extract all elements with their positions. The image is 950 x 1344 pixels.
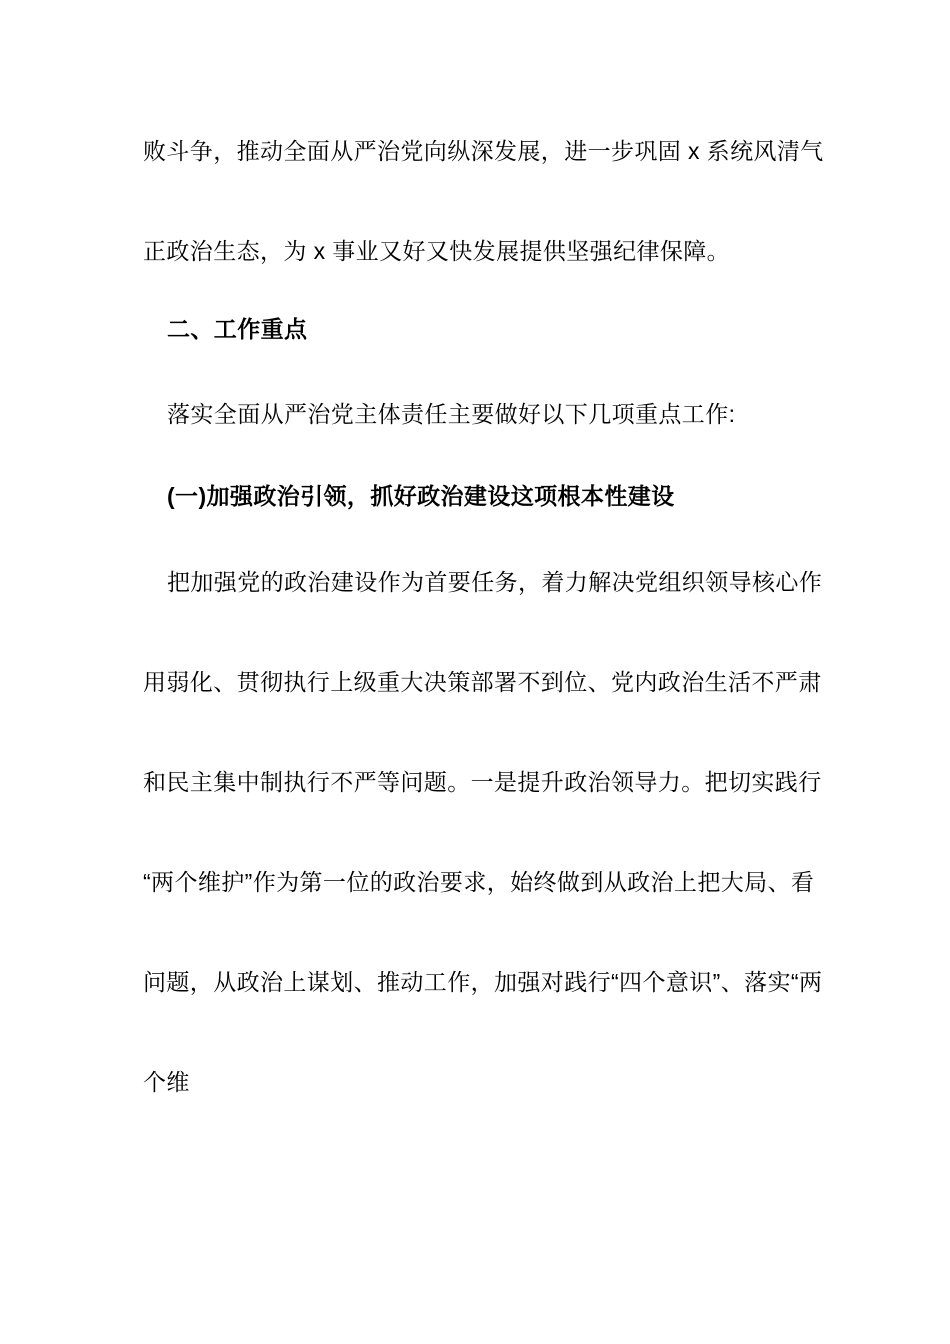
text-line: 个维 — [143, 1068, 190, 1095]
text-line: 问题，从政治上谋划、推动工作，加强对践行“四个意识”、落实“两 — [143, 968, 823, 995]
text-line: 落实全面从严治党主体责任主要做好以下几项重点工作: — [167, 400, 736, 427]
paragraph-continuation — [143, 99, 824, 299]
sub-heading — [143, 444, 813, 544]
sub-heading-text: (一)加强政治引领，抓好政治建设这项根本性建设 — [167, 482, 675, 509]
text-line: “两个维护”作为第一位的政治要求，始终做到从政治上把大局、看 — [143, 868, 815, 895]
text-line: 用弱化、贯彻执行上级重大决策部署不到位、党内政治生活不严肃 — [143, 668, 822, 695]
paragraph — [143, 530, 823, 1130]
text-line: 和民主集中制执行不严等问题。一是提升政治领导力。把切实践行 — [143, 768, 822, 795]
text-line: 把加强党的政治建设作为首要任务，着力解决党组织领导核心作 — [167, 568, 823, 595]
section-heading-text: 二、工作重点 — [167, 315, 308, 342]
text-line: 败斗争，推动全面从严治党向纵深发展，进一步巩固 x 系统风清气 — [143, 137, 824, 164]
text-line: 正政治生态，为 x 事业又好又快发展提供坚强纪律保障。 — [143, 237, 731, 264]
document-text-block — [143, 99, 824, 1130]
